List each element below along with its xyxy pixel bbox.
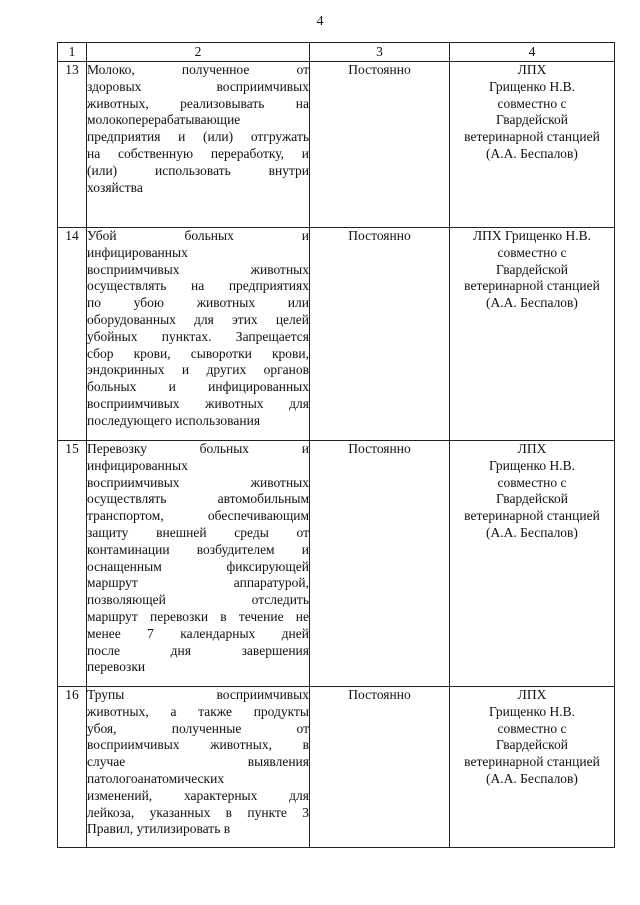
page-number: 4	[316, 14, 324, 29]
description-line: на собственную переработку, и	[87, 145, 309, 161]
measure-period: Постоянно	[310, 62, 450, 228]
description-line: восприимчивых животных	[87, 261, 309, 277]
description-line: Убой больных и	[87, 228, 309, 243]
description-line: сбор крови, сыворотки крови,	[87, 345, 309, 361]
description-line: (или) использовать внутри	[87, 162, 309, 178]
responsible-line: ЛПХ	[517, 441, 547, 456]
measure-description	[87, 62, 310, 228]
description-line: восприимчивых животных, в	[87, 737, 309, 753]
measure-description	[87, 228, 310, 441]
description-line: позволяющей отследить	[87, 592, 309, 608]
responsible-line: Гвардейской	[496, 261, 568, 277]
description-line: случае выявления	[87, 754, 309, 770]
responsible-line: ЛПХ Грищенко Н.В.	[472, 228, 592, 243]
measure-period: Постоянно	[310, 228, 450, 441]
description-line: здоровых восприимчивых	[87, 78, 309, 94]
description-line: инфицированных	[87, 244, 188, 260]
description-line: контаминации возбудителем и	[87, 541, 309, 557]
description-line: животных, реализовывать на	[87, 95, 309, 111]
table-row	[58, 228, 615, 441]
description-line: эндокринных и других органов	[87, 362, 309, 378]
responsible-line: совместно с	[497, 244, 567, 260]
responsible-line: (А.А. Беспалов)	[486, 770, 578, 786]
measure-description	[87, 441, 310, 687]
responsible-party	[450, 62, 615, 228]
description-line: Правил, утилизировать в	[87, 821, 231, 837]
table-row	[58, 62, 615, 228]
description-line: изменений, характерных для	[87, 787, 309, 803]
description-line: маршрут аппаратурой,	[87, 575, 309, 591]
responsible-line: ветеринарной станцией	[464, 754, 600, 770]
description-line: Трупы восприимчивых	[87, 687, 309, 702]
description-line: оборудованных для этих целей	[87, 311, 309, 327]
description-line: Перевозку больных и	[87, 441, 309, 456]
responsible-line: ветеринарной станцией	[464, 508, 600, 524]
row-number: 16	[58, 687, 87, 848]
measure-period: Постоянно	[310, 441, 450, 687]
header-cell-3: 3	[310, 43, 450, 62]
responsible-party	[450, 228, 615, 441]
description-line: перевозки	[87, 659, 146, 675]
description-line: молокоперерабатывающие	[87, 112, 241, 128]
description-line: больных и инфицированных	[87, 379, 309, 395]
description-line: восприимчивых животных	[87, 474, 309, 490]
responsible-line: (А.А. Беспалов)	[486, 145, 578, 161]
responsible-line: (А.А. Беспалов)	[486, 524, 578, 540]
row-number: 13	[58, 62, 87, 228]
description-line: убоя, полученные от	[87, 720, 309, 736]
responsible-line: Гвардейской	[496, 737, 568, 753]
description-line: по убою животных или	[87, 295, 309, 311]
header-cell-2: 2	[87, 43, 310, 62]
responsible-line: Гвардейской	[496, 112, 568, 128]
responsible-party	[450, 687, 615, 848]
responsible-line: совместно с	[497, 95, 567, 111]
description-line: защиту внешней среды от	[87, 524, 309, 540]
description-line: убойных пунктах. Запрещается	[87, 328, 309, 344]
description-line: последующего использования	[87, 412, 261, 428]
description-line: инфицированных	[87, 457, 188, 473]
measures-table	[57, 42, 615, 848]
header-cell-4: 4	[450, 43, 615, 62]
description-line: восприимчивых животных для	[87, 395, 309, 411]
description-line: менее 7 календарных дней	[87, 625, 309, 641]
table-row	[58, 687, 615, 848]
responsible-line: Грищенко Н.В.	[488, 703, 576, 719]
header-cell-1: 1	[58, 43, 87, 62]
measure-period: Постоянно	[310, 687, 450, 848]
measure-description	[87, 687, 310, 848]
responsible-line: ветеринарной станцией	[464, 278, 600, 294]
description-line: животных, а также продукты	[87, 703, 309, 719]
description-line: хозяйства	[87, 179, 143, 195]
responsible-line: Грищенко Н.В.	[488, 457, 576, 473]
responsible-line: Грищенко Н.В.	[488, 78, 576, 94]
table-row	[58, 441, 615, 687]
responsible-line: (А.А. Беспалов)	[486, 295, 578, 311]
row-number: 15	[58, 441, 87, 687]
row-number: 14	[58, 228, 87, 441]
description-line: лейкоза, указанных в пункте 3	[87, 804, 309, 820]
description-line: Молоко, полученное от	[87, 62, 309, 77]
description-line: осуществлять на предприятиях	[87, 278, 309, 294]
responsible-line: совместно с	[497, 474, 567, 490]
responsible-line: Гвардейской	[496, 491, 568, 507]
description-line: маршрут перевозки в течение не	[87, 608, 309, 624]
responsible-line: ветеринарной станцией	[464, 129, 600, 145]
description-line: предприятия и (или) отгружать	[87, 129, 309, 145]
description-line: транспортом, обеспечивающим	[87, 508, 309, 524]
description-line: осуществлять автомобильным	[87, 491, 309, 507]
responsible-line: ЛПХ	[517, 62, 547, 77]
responsible-party	[450, 441, 615, 687]
responsible-line: совместно с	[497, 720, 567, 736]
description-line: после дня завершения	[87, 642, 309, 658]
description-line: патологоанатомических	[87, 770, 225, 786]
responsible-line: ЛПХ	[517, 687, 547, 702]
description-line: оснащенным фиксирующей	[87, 558, 309, 574]
table-header-row	[58, 43, 615, 62]
